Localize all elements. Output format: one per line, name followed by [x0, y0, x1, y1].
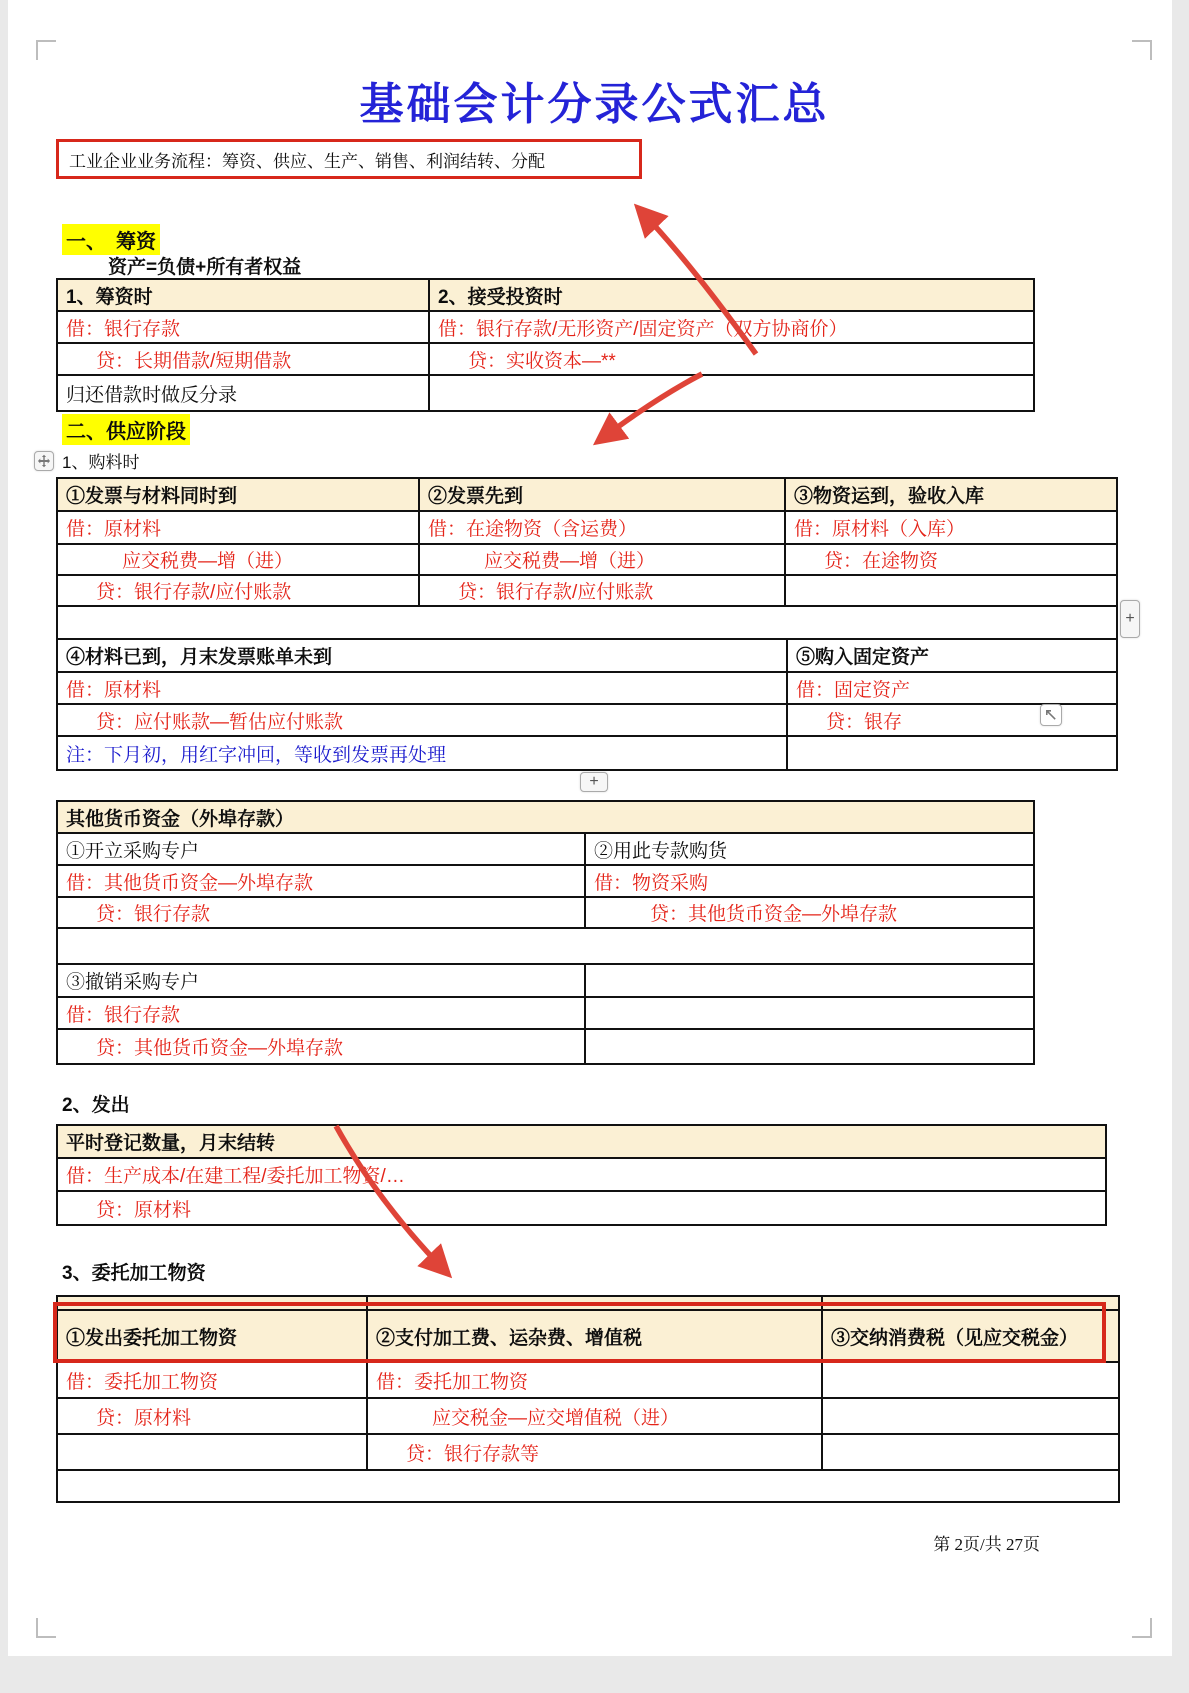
- table-cell: 贷：银行存款等: [368, 1435, 823, 1469]
- table-header-cell: ①发出委托加工物资: [58, 1311, 368, 1361]
- table-cell: 归还借款时做反分录: [58, 376, 430, 410]
- table-row: [58, 376, 1033, 410]
- table-cell-empty: [58, 607, 1116, 638]
- emphasis-frame: [53, 1302, 1106, 1363]
- table-cell: 贷：长期借款/短期借款: [58, 344, 430, 374]
- subsection-consigned: 3、委托加工物资: [62, 1263, 206, 1284]
- table-row: [58, 1471, 1118, 1501]
- table-cell: 贷：原材料: [96, 1199, 192, 1221]
- table-header-cell: 2、接受投资时: [438, 286, 563, 308]
- table-cell: [430, 376, 1033, 410]
- table-cell: 借：原材料: [58, 673, 788, 703]
- table-row: [58, 705, 1116, 737]
- subsection-purchase: 1、购料时: [62, 453, 140, 472]
- table-row: [58, 640, 1116, 673]
- table-header-cell: ①发票与材料同时到: [58, 479, 420, 510]
- table-issuing: [56, 1124, 1107, 1226]
- accounting-equation: 资产=负债+所有者权益: [108, 257, 302, 278]
- table-financing: [56, 278, 1035, 412]
- table-row: [58, 866, 1033, 898]
- table-cell: 借：在途物资（含运费）: [420, 512, 786, 543]
- table-cell: 贷：其他货币资金—外埠存款: [650, 904, 898, 925]
- table-cell: 贷：银行存款/应付账款: [420, 576, 786, 605]
- section-1-heading: [62, 224, 160, 255]
- section-2-heading-text: 二、供应阶段: [62, 414, 190, 445]
- table-row: [58, 737, 1116, 769]
- table-row: [58, 545, 1116, 576]
- table-header-cell: ②用此专款购货: [594, 840, 728, 862]
- table-purchasing: [56, 477, 1118, 771]
- process-flow-text: 工业企业业务流程：筹资、供应、生产、销售、利润结转、分配: [69, 151, 545, 171]
- table-cell-empty: [58, 929, 1033, 963]
- window-edge-right: [1172, 0, 1189, 1693]
- table-row: [58, 898, 1033, 929]
- table-cell: 借：委托加工物资: [58, 1363, 368, 1397]
- table-cell: 贷：银存: [826, 711, 903, 733]
- table-move-handle[interactable]: [34, 451, 54, 471]
- table-cell: [786, 576, 1116, 605]
- table-row: [58, 1399, 1118, 1435]
- page-title: 基础会计分录公式汇总: [359, 80, 830, 129]
- table-cell: 借：固定资产: [796, 679, 911, 701]
- table-row: [58, 834, 1033, 866]
- table-cell: 贷：实收资本—**: [468, 350, 616, 372]
- move-icon: [37, 454, 51, 468]
- table-cell: [788, 737, 1116, 769]
- table-resize-handle[interactable]: [1040, 704, 1062, 726]
- insert-column-button[interactable]: +: [1120, 600, 1140, 638]
- table-cell: 借：原材料（入库）: [794, 519, 966, 540]
- table-cell: 贷：在途物资: [824, 551, 939, 572]
- text-boundary-mark-bottom-right: [1132, 1618, 1152, 1638]
- table-cell: [823, 1399, 1118, 1433]
- table-cell: [823, 1363, 1118, 1397]
- section-1-heading-text: 一、 筹资: [62, 224, 160, 255]
- table-row: [58, 1159, 1105, 1192]
- table-row: [58, 312, 1033, 344]
- window-edge-bottom: [0, 1656, 1189, 1693]
- table-cell: 应交税费—增（进）: [58, 545, 420, 574]
- table-cell: 贷：银行存款/应付账款: [58, 576, 420, 605]
- table-header-cell: ②支付加工费、运杂费、增值税: [368, 1311, 823, 1361]
- table-row: [58, 576, 1116, 607]
- process-flow-box: [56, 139, 642, 179]
- table-cell: 注：下月初，用红字冲回，等收到发票再处理: [58, 737, 788, 769]
- table-cell: 借：原材料: [58, 512, 420, 543]
- table-row: [58, 965, 1033, 998]
- insert-row-button[interactable]: +: [580, 772, 608, 792]
- table-cell: [586, 965, 1033, 996]
- table-cell: [586, 998, 1033, 1028]
- table-header-cell: ③交纳消费税（见应交税金）: [831, 1327, 1079, 1349]
- text-boundary-mark-top-right: [1132, 40, 1152, 60]
- text-boundary-mark-top-left: [36, 40, 56, 60]
- table-cell: 应交税金—应交增值税（进）: [368, 1399, 823, 1433]
- subsection-issue: 2、发出: [62, 1095, 130, 1116]
- table-cell: ③撤销采购专户: [58, 965, 586, 996]
- table-cell: 借：生产成本/在建工程/委托加工物资/…: [66, 1166, 405, 1187]
- table-row: [58, 607, 1116, 640]
- table-cell: 贷：银行存款: [58, 898, 586, 927]
- table-cell: 贷：应付账款—暂估应付账款: [58, 705, 788, 735]
- section-2-heading: [62, 414, 190, 445]
- table-row: [58, 1435, 1118, 1471]
- table-cell: 应交税费—增（进）: [420, 545, 786, 574]
- window-edge-left: [0, 0, 8, 1693]
- resize-nw-icon: [1044, 708, 1058, 722]
- table-row: [58, 673, 1116, 705]
- table-cell: 借：银行存款: [58, 998, 586, 1028]
- table-cell: 借：委托加工物资: [368, 1363, 823, 1397]
- table-row: [58, 1192, 1105, 1224]
- text-boundary-mark-bottom-left: [36, 1618, 56, 1638]
- table-other-monetary-funds: [56, 800, 1035, 1065]
- table-cell: [58, 1435, 368, 1469]
- table-cell: 贷：原材料: [58, 1399, 368, 1433]
- table-row: [58, 344, 1033, 376]
- table-row: [58, 1126, 1105, 1159]
- table-cell: [823, 1435, 1118, 1469]
- table-row: [58, 479, 1116, 512]
- table-row: [58, 512, 1116, 545]
- table-row: [58, 1030, 1033, 1063]
- table-row: [58, 929, 1033, 965]
- table-header-cell: ②发票先到: [420, 479, 786, 510]
- table-row: [58, 280, 1033, 312]
- table-cell-empty: [58, 1471, 1118, 1501]
- table-header-cell: ④材料已到，月末发票账单未到: [58, 640, 788, 671]
- table-title-cell: 平时登记数量，月末结转: [66, 1133, 276, 1154]
- table-header-cell: ⑤购入固定资产: [796, 647, 930, 668]
- page-number: 第 2页/共 27页: [933, 1535, 1040, 1554]
- table-cell: 借：物资采购: [594, 872, 709, 894]
- table-cell: 借：银行存款/无形资产/固定资产（双方协商价）: [438, 318, 848, 340]
- table-header-cell: ①开立采购专户: [58, 834, 586, 864]
- table-row: [58, 1363, 1118, 1399]
- table-row: [58, 998, 1033, 1030]
- table-cell: 贷：其他货币资金—外埠存款: [58, 1030, 586, 1063]
- table-cell: 借：银行存款: [58, 312, 430, 342]
- table-cell: 借：其他货币资金—外埠存款: [58, 866, 586, 896]
- table-title-cell: 其他货币资金（外埠存款）: [66, 808, 295, 830]
- table-row: [58, 802, 1033, 834]
- table-header-cell: 1、筹资时: [58, 280, 430, 310]
- table-header-cell: ③物资运到，验收入库: [794, 486, 985, 507]
- table-cell: [586, 1030, 1033, 1063]
